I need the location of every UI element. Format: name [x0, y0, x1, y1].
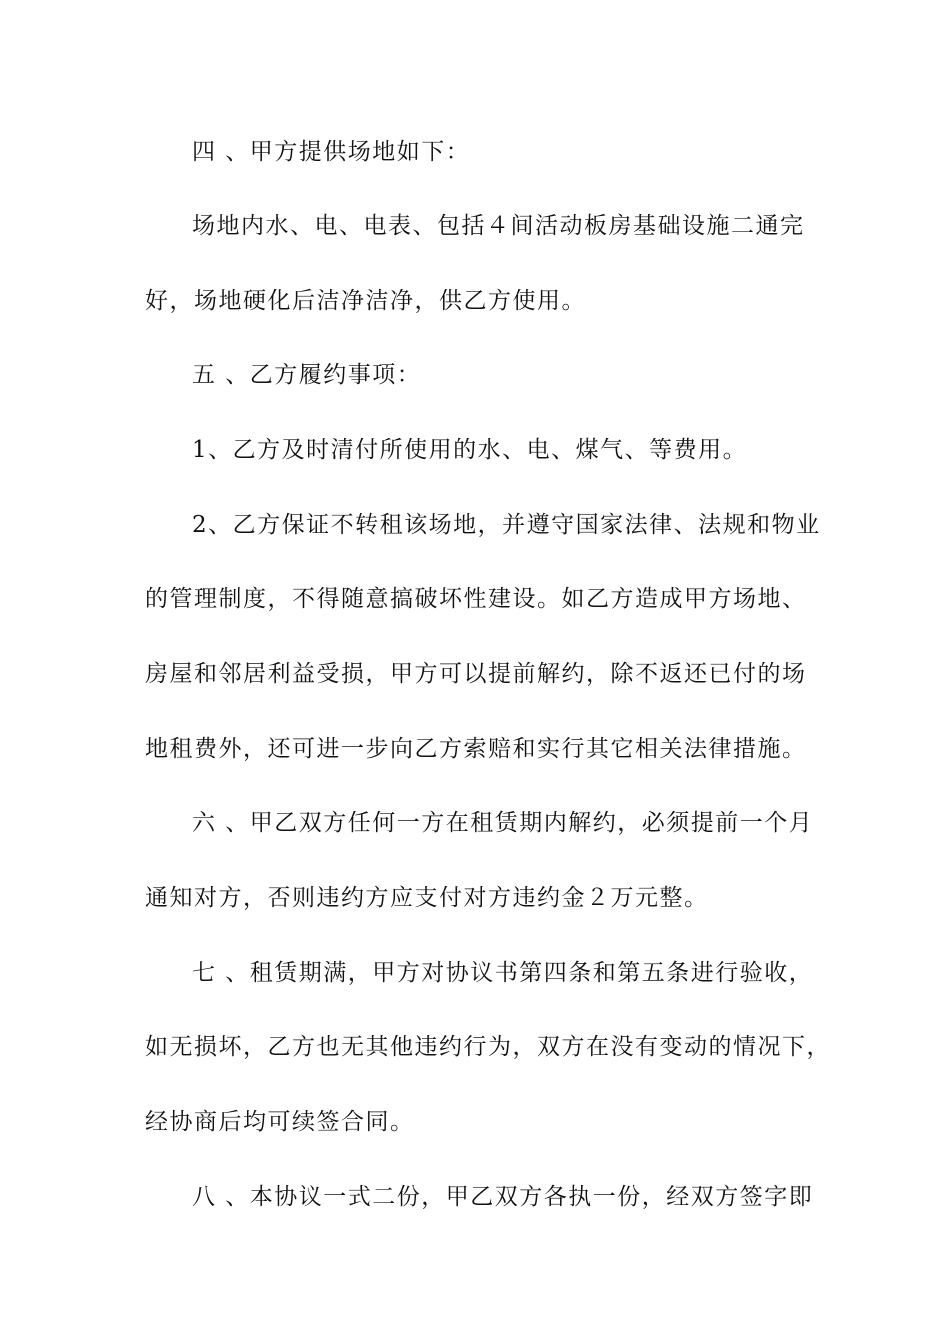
section-5-item-2-line-4: 地租费外，还可进一步向乙方索赔和实行其它相关法律措施。 — [145, 736, 807, 762]
section-5-heading: 五 、乙方履约事项： — [192, 362, 422, 388]
section-7-line-3: 经协商后均可续签合同。 — [145, 1109, 415, 1135]
section-6-line-2: 通知对方，否则违约方应支付对方违约金２万元整。 — [145, 885, 709, 911]
section-4-heading: 四 、甲方提供场地如下： — [192, 139, 471, 165]
section-8-line-1: 八 、本协议一式二份，甲乙双方各执一份，经双方签字即 — [192, 1184, 814, 1210]
section-5-item-2-line-3: 房屋和邻居利益受损，甲方可以提前解约，除不返还已付的场 — [145, 661, 807, 687]
section-4-text-line-1: 场地内水、电、电表、包括４间活动板房基础设施二通完 — [192, 213, 805, 239]
section-7-line-1: 七 、租赁期满，甲方对协议书第四条和第五条进行验收， — [192, 960, 814, 986]
section-7-line-2: 如无损坏，乙方也无其他违约行为，双方在没有变动的情况下， — [145, 1034, 831, 1060]
section-5-item-2-line-1: 2、乙方保证不转租该场地，并遵守国家法律、法规和物业 — [192, 512, 821, 538]
section-4-text-line-2: 好，场地硬化后洁净洁净，供乙方使用。 — [145, 288, 586, 314]
section-5-item-1: 1、乙方及时清付所使用的水、电、煤气、等费用。 — [192, 437, 748, 463]
section-6-line-1: 六 、甲乙双方任何一方在租赁期内解约，必须提前一个月 — [192, 810, 814, 836]
section-5-item-2-line-2: 的管理制度，不得随意搞破坏性建设。如乙方造成甲方场地、 — [145, 586, 807, 612]
